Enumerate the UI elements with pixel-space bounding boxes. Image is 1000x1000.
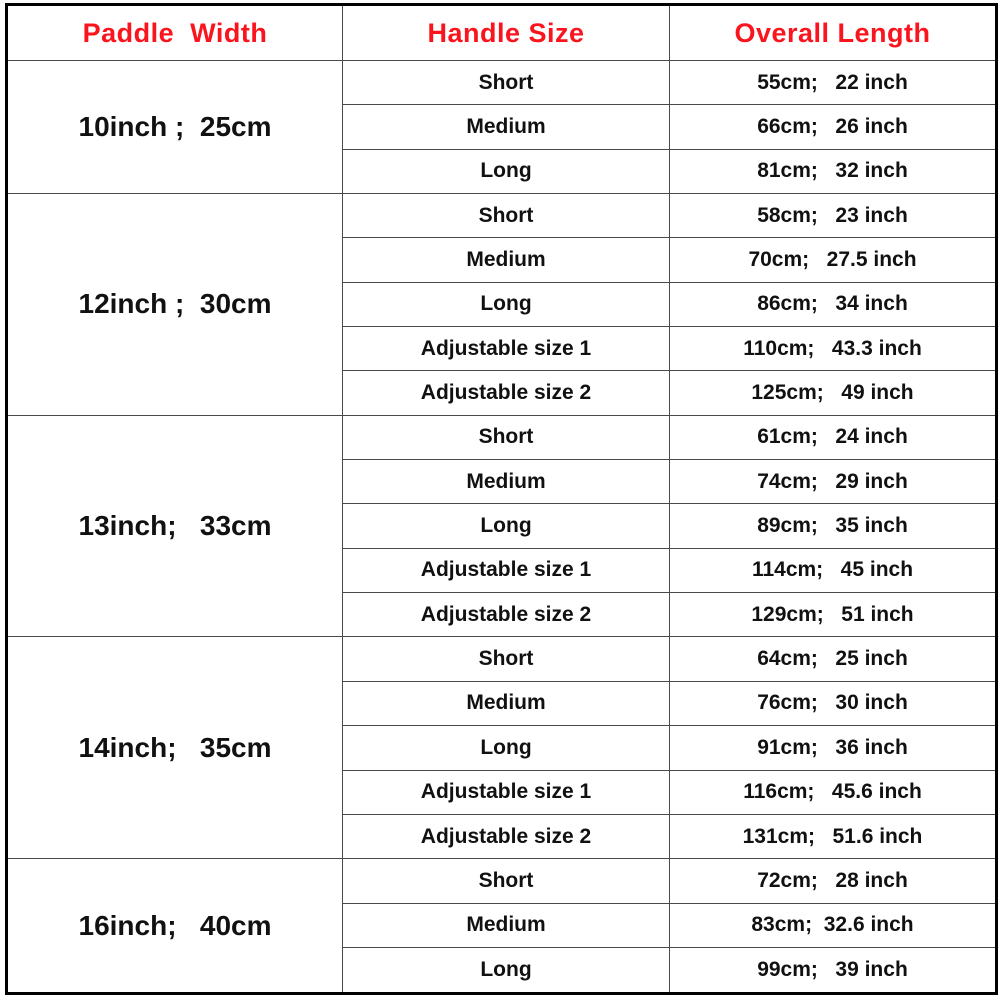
handle-size-cell: Medium <box>343 681 670 725</box>
handle-size-cell: Adjustable size 2 <box>343 593 670 637</box>
overall-length-cell: 66cm; 26 inch <box>670 105 997 149</box>
header-overall-length: Overall Length <box>670 5 997 61</box>
table-row <box>7 415 997 459</box>
handle-size-cell: Adjustable size 2 <box>343 371 670 415</box>
table-row <box>7 637 997 681</box>
overall-length-cell: 70cm; 27.5 inch <box>670 238 997 282</box>
paddle-width-cell: 12inch ; 30cm <box>7 194 343 416</box>
paddle-width-cell: 10inch ; 25cm <box>7 61 343 194</box>
paddle-size-chart-table <box>5 3 998 995</box>
header-handle-size: Handle Size <box>343 5 670 61</box>
handle-size-cell: Short <box>343 859 670 903</box>
handle-size-cell: Long <box>343 726 670 770</box>
overall-length-cell: 76cm; 30 inch <box>670 681 997 725</box>
handle-size-cell: Short <box>343 637 670 681</box>
handle-size-cell: Adjustable size 2 <box>343 814 670 858</box>
header-row <box>7 5 997 61</box>
handle-size-cell: Medium <box>343 460 670 504</box>
handle-size-cell: Medium <box>343 903 670 947</box>
overall-length-cell: 83cm; 32.6 inch <box>670 903 997 947</box>
overall-length-cell: 110cm; 43.3 inch <box>670 327 997 371</box>
overall-length-cell: 74cm; 29 inch <box>670 460 997 504</box>
table-row <box>7 859 997 903</box>
handle-size-cell: Adjustable size 1 <box>343 770 670 814</box>
handle-size-cell: Adjustable size 1 <box>343 327 670 371</box>
paddle-width-cell: 13inch; 33cm <box>7 415 343 637</box>
overall-length-cell: 81cm; 32 inch <box>670 149 997 193</box>
overall-length-cell: 131cm; 51.6 inch <box>670 814 997 858</box>
overall-length-cell: 116cm; 45.6 inch <box>670 770 997 814</box>
handle-size-cell: Long <box>343 149 670 193</box>
handle-size-cell: Medium <box>343 105 670 149</box>
paddle-width-cell: 14inch; 35cm <box>7 637 343 859</box>
table-row <box>7 194 997 238</box>
overall-length-cell: 61cm; 24 inch <box>670 415 997 459</box>
overall-length-cell: 58cm; 23 inch <box>670 194 997 238</box>
overall-length-cell: 72cm; 28 inch <box>670 859 997 903</box>
table-row <box>7 61 997 105</box>
paddle-width-cell: 16inch; 40cm <box>7 859 343 994</box>
handle-size-cell: Medium <box>343 238 670 282</box>
overall-length-cell: 89cm; 35 inch <box>670 504 997 548</box>
overall-length-cell: 114cm; 45 inch <box>670 548 997 592</box>
overall-length-cell: 91cm; 36 inch <box>670 726 997 770</box>
handle-size-cell: Long <box>343 282 670 326</box>
overall-length-cell: 86cm; 34 inch <box>670 282 997 326</box>
overall-length-cell: 64cm; 25 inch <box>670 637 997 681</box>
handle-size-cell: Long <box>343 504 670 548</box>
overall-length-cell: 55cm; 22 inch <box>670 61 997 105</box>
overall-length-cell: 99cm; 39 inch <box>670 947 997 993</box>
overall-length-cell: 125cm; 49 inch <box>670 371 997 415</box>
overall-length-cell: 129cm; 51 inch <box>670 593 997 637</box>
handle-size-cell: Short <box>343 61 670 105</box>
header-paddle-width: Paddle Width <box>7 5 343 61</box>
handle-size-cell: Short <box>343 194 670 238</box>
handle-size-cell: Adjustable size 1 <box>343 548 670 592</box>
handle-size-cell: Short <box>343 415 670 459</box>
handle-size-cell: Long <box>343 947 670 993</box>
